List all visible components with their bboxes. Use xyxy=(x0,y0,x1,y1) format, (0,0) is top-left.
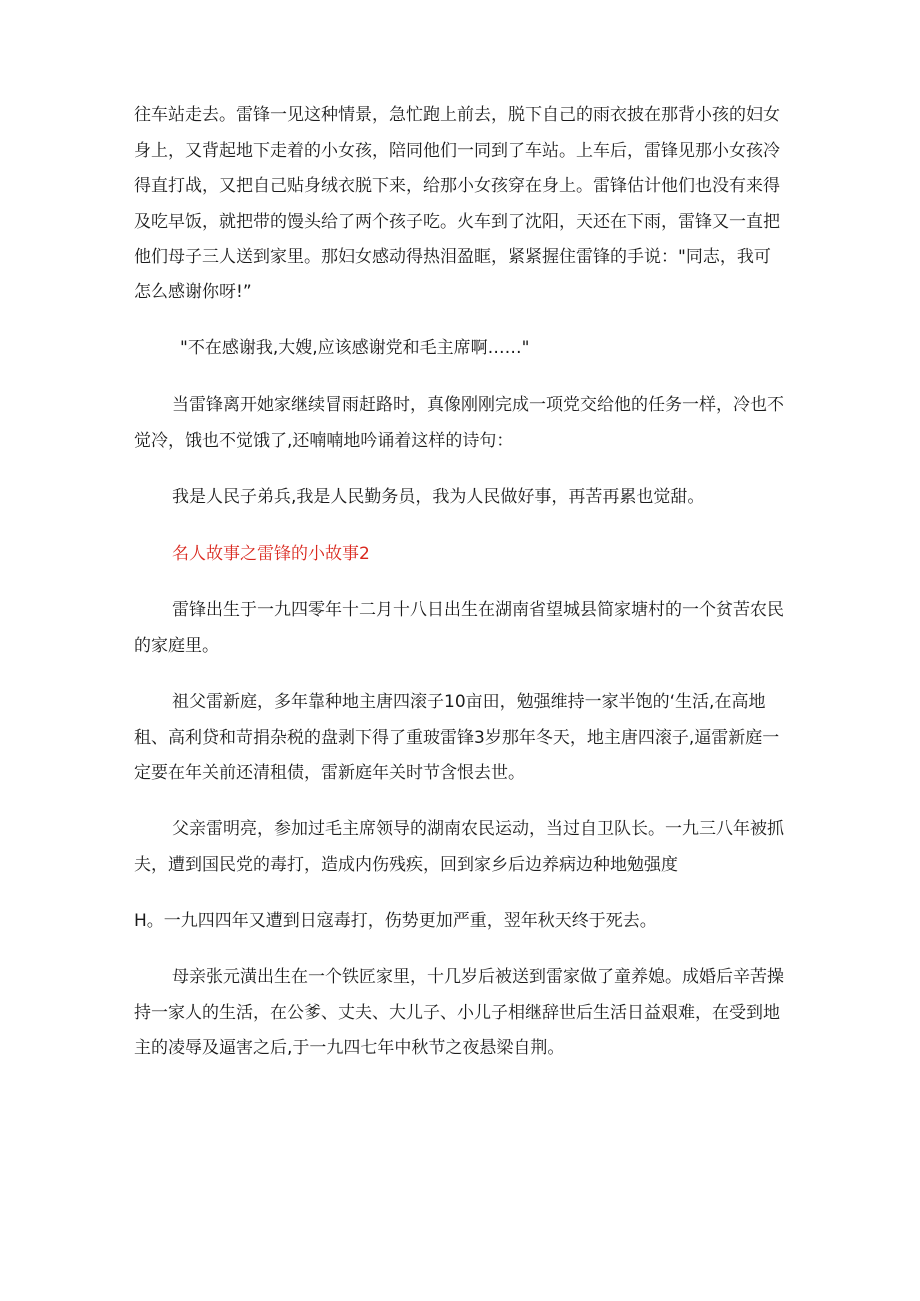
paragraph-line: 往车站走去。雷锋一见这种情景，急忙跑上前去，脱下自己的雨衣披在那背小孩的妇女 xyxy=(134,105,780,125)
paragraph-line: 租、高利贷和苛捐杂税的盘剥下得了重玻雷锋3岁那年冬天，地主唐四滚子,逼雷新庭一 xyxy=(134,728,780,748)
paragraph-line: 身上，又背起地下走着的小女孩，陪同他们一同到了车站。上车后，雷锋见那小女孩冷 xyxy=(134,141,780,161)
paragraph-line: 母亲张元潢出生在一个铁匠家里，十几岁后被送到雷家做了童养媳。成婚后辛苦操 xyxy=(172,967,784,987)
paragraph-line: 得直打战，又把自己贴身绒衣脱下来，给那小女孩穿在身上。雷锋估计他们也没有来得 xyxy=(134,176,780,196)
paragraph-line: 当雷锋离开她家继续冒雨赶路时，真像刚刚完成一项党交给他的任务一样，冷也不 xyxy=(172,395,784,415)
section-heading: 名人故事之雷锋的小故事2 xyxy=(172,544,370,564)
poem-line: 我是人民子弟兵,我是人民勤务员，我为人民做好事，再苦再累也觉甜。 xyxy=(172,487,705,507)
paragraph-line: 祖父雷新庭，多年靠种地主唐四滚子10亩田，勉强维持一家半饱的‘生活,在高地 xyxy=(172,692,766,712)
paragraph-line: 怎么感谢你呀!” xyxy=(134,282,252,302)
paragraph-line: 他们母子三人送到家里。那妇女感动得热泪盈眶，紧紧握住雷锋的手说："同志，我可 xyxy=(134,247,771,267)
paragraph-line: 父亲雷明亮，参加过毛主席领导的湖南农民运动，当过自卫队长。一九三八年被抓 xyxy=(172,819,784,839)
paragraph-line: 及吃早饭，就把带的馒头给了两个孩子吃。火车到了沈阳，天还在下雨，雷锋又一直把 xyxy=(134,212,780,232)
paragraph-line: 定要在年关前还清租债，雷新庭年关时节含恨去世。 xyxy=(134,763,525,783)
paragraph-line: 夫，遭到国民党的毒打，造成内伤残疾，回到家乡后边养病边种地勉强度 xyxy=(134,855,678,875)
paragraph-line: H。一九四四年又遭到日寇毒打，伤势更加严重，翌年秋天终于死去。 xyxy=(134,911,657,931)
quote-line: "不在感谢我,大嫂,应该感谢党和毛主席啊……" xyxy=(180,338,530,358)
paragraph-line: 持一家人的生活，在公爹、丈夫、大儿子、小儿子相继辞世后生活日益艰难，在受到地 xyxy=(134,1003,780,1023)
paragraph-line: 的家庭里。 xyxy=(134,636,219,656)
paragraph-line: 觉冷，饿也不觉饿了,还喃喃地吟诵着这样的诗句： xyxy=(134,431,514,451)
paragraph-line: 主的凌辱及逼害之后,于一九四七年中秋节之夜悬梁自荆。 xyxy=(134,1038,565,1058)
paragraph-line: 雷锋出生于一九四零年十二月十八日出生在湖南省望城县简家塘村的一个贫苦农民 xyxy=(172,600,784,620)
